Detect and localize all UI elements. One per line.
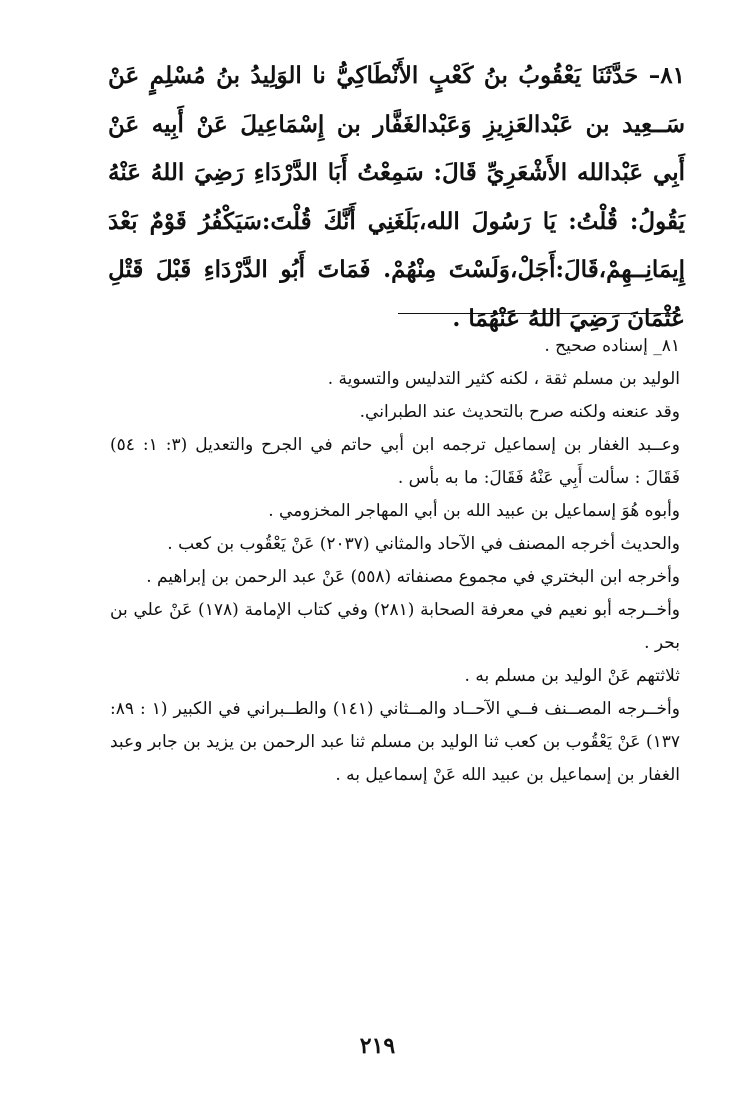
footnote-line: وأخرجه ابن البختري في مجموع مصنفاته (٥٥٨) عَنْ عبد الرحمن بن إبراهيم . [146,567,680,587]
footnote-line: وأخــرجه المصــنف فــي الآحــاد والمــثاني (١٤١) والطــبراني في الكبير (١ : ٨٩: ١٣٧) عَنْ يَعْقُوب بن كعب ثنا الوليد بن مسلم ثنا عبد الرحمن بن يزيد بن جابر وعبد الغفار بن إسماعيل بن عبيد الله عَنْ إسماعيل به . [110,699,680,785]
footnote-line: ٨١_ إسناده صحيح . [544,336,680,356]
footnote-line: وأبوه هُوَ إسماعيل بن عبيد الله بن أبي المهاجر المخزومي . [268,501,680,521]
footnote-line: وعــبد الغفار بن إسماعيل ترجمه ابن أبي حاتم في الجرح والتعديل (٣: ١: ٥٤) فَقَالَ : سألت أَبِي عَنْهُ فَقَالَ: ما به بأس . [110,435,680,488]
hadith-text-block [108,52,685,343]
footnotes-block [110,330,680,792]
footnote-line: وقد عنعنه ولكنه صرح بالتحديث عند الطبراني. [359,402,680,422]
page-number: ٢١٩ [359,1033,396,1059]
footnote-line: الوليد بن مسلم ثقة ، لكنه كثير التدليس والتسوية . [327,369,680,389]
footnote-line: وأخــرجه أبو نعيم في معرفة الصحابة (٢٨١) وفي كتاب الإمامة (١٧٨) عَنْ علي بن بحر . [110,600,681,653]
hadith-text: ٨١– حَدَّثَنَا يَعْقُوبُ بنُ كَعْبٍ الأَنْطَاكِيُّ نا الوَلِيدُ بنُ مُسْلِمٍ عَنْ سَــعِيد بن عَبْدالعَزِيزِ وَعَبْدالغَفَّار بن إِسْمَاعِيلَ عَنْ أَبِيه عَنْ أَبِي عَبْدالله الأَشْعَرِيِّ قَالَ: سَمِعْتُ أَبَا الدَّرْدَاءِ رَضِيَ اللهُ عَنْهُ يَقُولُ: قُلْتُ: يَا رَسُولَ الله،بَلَغَنِي أَنَّكَ قُلْتَ:سَيَكْفُرُ قَوْمٌ بَعْدَ إِيمَانِــهِمْ،قَالَ:أَجَلْ،وَلَسْتَ مِنْهُمْ. فَمَاتَ أَبُو الدَّرْدَاءِ قَبْلَ قَتْلِ عُثْمَانَ رَضِيَ اللهُ عَنْهُمَا . [108,62,685,332]
footnote-line: ثلاثتهم عَنْ الوليد بن مسلم به . [464,666,680,686]
footnote-line: والحديث أخرجه المصنف في الآحاد والمثاني (٢٠٣٧) عَنْ يَعْقُوب بن كعب . [167,534,680,554]
footnote-separator [398,313,678,314]
